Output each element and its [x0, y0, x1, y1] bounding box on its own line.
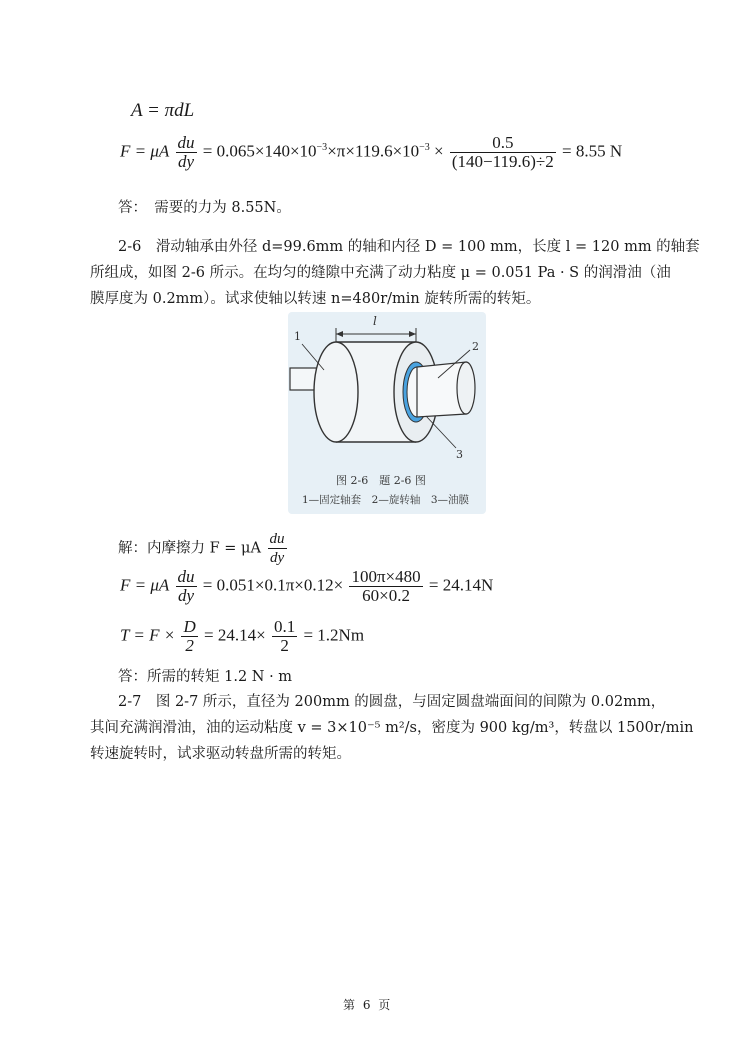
equation-area: A = πdL	[131, 100, 195, 121]
problem-2-6-line2: 所组成，如图 2-6 所示。在均匀的缝隙中充满了动力粘度 μ = 0.051 Pa · S 的润滑油（油	[90, 265, 671, 281]
equation-force: F = μA $\frac{du}{dy}$ = $0.065\times 140\times 10^{-3}\times\pi\times 119.6\times 10^{-3}$ × $\frac{0.5}{(140-119.6)\div 2}$ = 8.55 N	[120, 133, 623, 171]
figure-caption-legend: 1—固定轴套 2—旋转轴 3—油膜	[302, 494, 470, 506]
problem-2-7-line1: 2-7 图 2-7 所示，直径为 200mm 的圆盘，与固定圆盘端面间的间隙为 0.02mm，	[118, 694, 666, 710]
label-l: l	[373, 314, 377, 328]
label-1: 1	[294, 330, 301, 343]
answer-2: 答：所需的转矩 1.2 N · m	[118, 669, 293, 685]
eq-lhs: F = μA	[120, 141, 170, 161]
problem-2-7-line2: 其间充满润滑油，油的运动粘度 v = 3×10⁻⁵ m²/s，密度为 900 kg/m³，转盘以 1500r/min	[90, 720, 694, 736]
eq-middle: = 0.065×140×10	[202, 141, 317, 161]
figure-2-6	[288, 312, 486, 514]
gap-fraction: $\frac{0.5}{(140-119.6)\div 2}$	[451, 133, 554, 171]
label-3: 3	[456, 448, 463, 461]
problem-2-6-line3: 膜厚度为 0.2mm）。试求使轴以转速 n=480r/min 旋转所需的转矩。	[90, 291, 541, 307]
problem-2-7-line3: 转速旋转时，试求驱动转盘所需的转矩。	[90, 746, 351, 762]
answer-1: 答： 需要的力为 8.55N。	[118, 200, 291, 216]
problem-2-6-line1: 2-6 滑动轴承由外径 d=99.6mm 的轴和内径 D = 100 mm，长度 l = 120 mm 的轴套	[118, 239, 700, 255]
du-dy-fraction: $\frac{du}{dy}$	[177, 133, 195, 171]
solution-intro: 解：内摩擦力 F = μA $\frac{du}{dy}$	[118, 531, 285, 566]
figure-caption-title: 图 2-6 题 2-6 图	[336, 474, 426, 487]
page-number: 第 6 页	[343, 998, 393, 1012]
label-2: 2	[472, 340, 479, 353]
eq-result: = 8.55 N	[562, 141, 623, 161]
equation-force-2: F = μA $\frac{du}{dy}$ = 0.051×0.1π×0.12× $\frac{100\pi\times 480}{60\times 0.2}$ = 24.14N	[120, 567, 494, 605]
speed-fraction: $\frac{100\pi\times 480}{60\times 0.2}$	[351, 567, 421, 605]
equation-torque: T = F × $\frac{D}{2}$ = 24.14× $\frac{0.1}{2}$ = 1.2Nm	[120, 617, 365, 655]
sleeve-left-end	[314, 342, 358, 442]
du-dy-fraction-2: $\frac{du}{dy}$	[269, 531, 285, 566]
eq-middle-2: ×π×119.6×10	[327, 141, 420, 161]
